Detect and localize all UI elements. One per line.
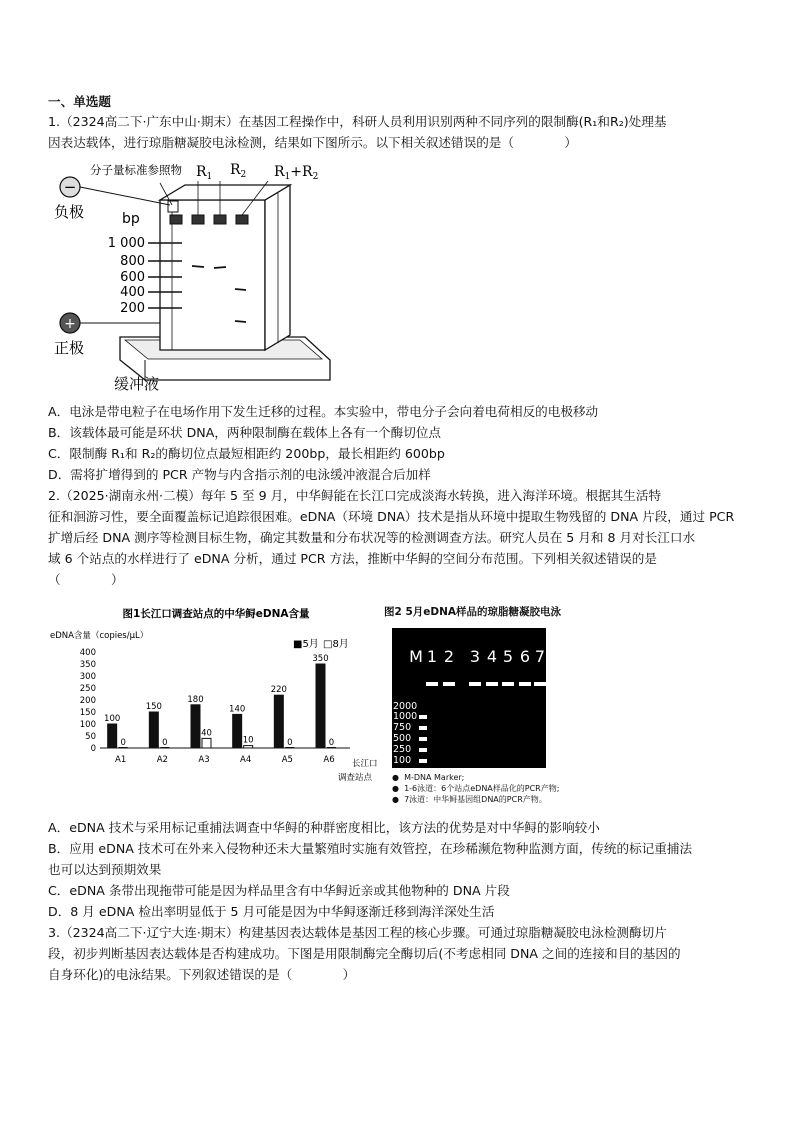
ladder-label-800: 800: [120, 254, 145, 269]
pos-sign: +: [64, 316, 76, 332]
chart-ylabel: eDNA含量（copies/μL）: [50, 631, 149, 641]
gel-band-ladder: [419, 759, 427, 763]
buffer-label: 缓冲液: [114, 375, 160, 393]
q1-stem-line-2: 因表达载体，进行琼脂糖凝胶电泳检测，结果如下图所示。以下相关叙述错误的是（ ）: [48, 135, 577, 150]
x-tick-label: A1: [115, 755, 127, 765]
data-label: 10: [242, 735, 254, 746]
y-tick-label: 400: [79, 648, 96, 658]
q2-stem-line-2: 征和洄游习性，要全面覆盖标记追踪很困难。eDNA（环境 DNA）技术是指从环境中提取生物残留的 DNA 片段，通过 PCR: [48, 509, 735, 524]
y-tick-label: 200: [79, 696, 96, 706]
bp-label: bp: [122, 211, 140, 227]
gel-lane-label: 6: [519, 647, 531, 666]
data-label: 40: [201, 728, 212, 739]
well-r2: [214, 215, 226, 224]
well-r1r2: [236, 215, 248, 224]
chart-title: 图1长江口调查站点的中华鲟eDNA含量: [122, 608, 310, 620]
gel-ladder-label: 100: [393, 755, 412, 766]
x-tick-label: A4: [240, 755, 252, 765]
lane-label-r2: $R_2$: [230, 162, 247, 180]
gel-band-sample: [519, 682, 531, 686]
q3-stem-line-1: 3.（2324高二下·辽宁大连·期末）构建基因表达载体是基因工程的核心步骤。可通过琼脂糖凝胶电泳检测酶切片: [48, 925, 667, 940]
data-label: 100: [104, 714, 121, 724]
bar-aug: [244, 746, 253, 748]
q2-gel-image: [392, 628, 546, 768]
q2-stem-line-3: 扩增后经 DNA 测序等检测目标生物，确定其数量和分布状况等的检测调查方法。研究人员在 5 月和 8 月对长江口水: [48, 530, 696, 545]
neg-sign: −: [63, 178, 77, 196]
lane-label-r1: $R_1$: [196, 164, 213, 182]
data-label: 0: [287, 738, 293, 748]
data-label: 150: [145, 702, 162, 712]
gel-ladder-label: 750: [393, 722, 412, 733]
gel-band-sample: [443, 682, 455, 686]
gel-lane-label: 5: [502, 647, 514, 666]
q2-option-d[interactable]: D．8 月 eDNA 检出率明显低于 5 月可能是因为中华鲟逐渐迁移到海洋深处生活: [48, 904, 495, 919]
data-label: 0: [328, 738, 335, 748]
x-tick-label: A2: [156, 755, 168, 765]
data-label: 220: [270, 685, 287, 696]
lane-label-r1r2: $R_1+R_2$: [274, 164, 319, 182]
pos-label: 正极: [54, 339, 85, 357]
band-r1r2-500: [235, 289, 246, 290]
bar-may: [108, 724, 117, 748]
x-tick-label: A6: [323, 755, 335, 765]
chart-xlabel-1: 长江口: [352, 759, 378, 769]
bar-may: [149, 712, 158, 748]
q1-option-b[interactable]: B．该载体最可能是环状 DNA，两种限制酶在载体上各有一个酶切位点: [48, 425, 442, 440]
chart-xlabel-2: 调查站点: [338, 773, 373, 783]
gel-band-sample: [469, 682, 481, 686]
y-tick-label: 50: [85, 732, 96, 742]
y-tick-label: 0: [90, 744, 96, 754]
gel-band-ladder: [419, 726, 427, 730]
y-tick-label: 350: [79, 660, 96, 670]
bar-may: [191, 705, 200, 748]
data-label: 140: [229, 704, 246, 715]
bar-may: [233, 714, 242, 748]
ladder-label-200: 200: [120, 301, 145, 316]
gel-band-ladder: [419, 748, 427, 752]
well-marker: [170, 215, 182, 224]
q2-stem-line-4: 域 6 个站点的水样进行了 eDNA 分析，通过 PCR 方法，推断中华鲟的空间分布范围。下列相关叙述错误的是: [48, 551, 657, 566]
gel-note-1: ● M-DNA Marker;: [392, 773, 465, 782]
gel-ladder-label: 500: [393, 733, 412, 744]
gel-ladder-label: 1000: [393, 711, 418, 722]
gel-band-sample: [502, 682, 514, 686]
bar-may: [316, 664, 325, 748]
band-r2-700: [214, 267, 226, 268]
bar-aug: [202, 738, 211, 748]
ladder-label-400: 400: [120, 285, 145, 300]
legend-may: ■5月: [293, 639, 319, 650]
ladder-label-1000: 1 000: [107, 236, 145, 251]
q2-stem-line-1: 2.（2025·湖南永州·二模）每年 5 至 9 月，中华鲟能在长江口完成淡海水转换，进入海洋环境。根据其生活特: [48, 488, 662, 503]
gel-band-ladder: [419, 715, 427, 719]
gel-band-sample: [426, 682, 438, 686]
y-tick-label: 250: [79, 684, 96, 694]
gel-note-2: ● 1-6泳道：6个站点eDNA样品化的PCR产物;: [392, 784, 560, 793]
lane-label-marker: 分子量标准参照物: [90, 163, 182, 177]
data-label: 0: [162, 738, 168, 748]
well-r1: [192, 215, 204, 224]
gel-lane-label: 1: [426, 647, 438, 666]
gel-title: 图2 5月eDNA样品的琼脂糖凝胶电泳: [384, 606, 562, 618]
q2-stem-line-5: （ ）: [48, 572, 124, 587]
gel-band-sample: [534, 682, 546, 686]
y-tick-label: 300: [79, 672, 96, 682]
q3-stem-line-3: 自身环化)的电泳结果。下列叙述错误的是（ ）: [48, 967, 356, 982]
gel-ladder-label: 250: [393, 744, 412, 755]
q2-option-b[interactable]: B．应用 eDNA 技术可在外来入侵物种还未大量繁殖时实施有效管控，在珍稀濒危物种监测方面，传统的标记重捕法: [48, 841, 693, 856]
section-title: 一、单选题: [48, 94, 111, 109]
q1-electrophoresis-figure: [50, 155, 350, 400]
bar-may: [274, 695, 283, 748]
gel-ladder-label: 2000: [393, 701, 418, 712]
data-label: 350: [312, 654, 329, 664]
gel-lane-label: M: [409, 647, 423, 666]
marker-box: [168, 201, 178, 212]
gel-band-ladder: [419, 737, 427, 741]
data-label: 180: [187, 694, 204, 705]
gel-lane-label: 7: [534, 647, 546, 666]
gel-band-sample: [486, 682, 498, 686]
q2-option-c[interactable]: C．eDNA 条带出现拖带可能是因为样品里含有中华鲟近亲或其他物种的 DNA 片段: [48, 883, 510, 898]
q1-option-d[interactable]: D．需将扩增得到的 PCR 产物与内含指示剂的电泳缓冲液混合后加样: [48, 467, 431, 482]
q1-option-c[interactable]: C．限制酶 R₁和 R₂的酶切位点最短相距约 200bp，最长相距约 600bp: [48, 446, 445, 461]
gel-note-3: ● 7泳道：中华鲟基因组DNA的PCR产物。: [392, 795, 547, 804]
y-tick-label: 150: [79, 708, 96, 718]
q1-stem-line-1: 1.（2324高二下·广东中山·期末）在基因工程操作中，科研人员利用识别两种不同序列的限制酶(R₁和R₂)处理基: [48, 114, 667, 129]
data-label: 0: [120, 738, 126, 748]
q2-bar-chart: [48, 600, 383, 795]
band-r1-700: [192, 266, 204, 267]
y-tick-label: 100: [79, 720, 96, 730]
x-tick-label: A5: [281, 755, 293, 765]
q3-stem-line-2: 段，初步判断基因表达载体是否构建成功。下图是用限制酶完全酶切后(不考虑相同 DNA 之间的连接和目的基因的: [48, 946, 681, 961]
q1-option-a[interactable]: A．电泳是带电粒子在电场作用下发生迁移的过程。本实验中，带电分子会向着电荷相反的电极移动: [48, 404, 599, 419]
gel-notes: [392, 772, 559, 805]
q2-option-a[interactable]: A．eDNA 技术与采用标记重捕法调查中华鲟的种群密度相比，该方法的优势是对中华鲟的影响较小: [48, 820, 600, 835]
neg-label: 负极: [54, 203, 85, 221]
gel-lane-label: 4: [486, 647, 498, 666]
ladder-label-600: 600: [120, 270, 145, 285]
gel-lane-label: 3: [469, 647, 481, 666]
gel-lane-label: 2: [443, 647, 455, 666]
legend-aug: □8月: [323, 639, 349, 650]
band-r1r2-200: [235, 321, 246, 322]
x-tick-label: A3: [198, 755, 210, 765]
q2-option-b-cont: 也可以达到预期效果: [48, 862, 162, 877]
